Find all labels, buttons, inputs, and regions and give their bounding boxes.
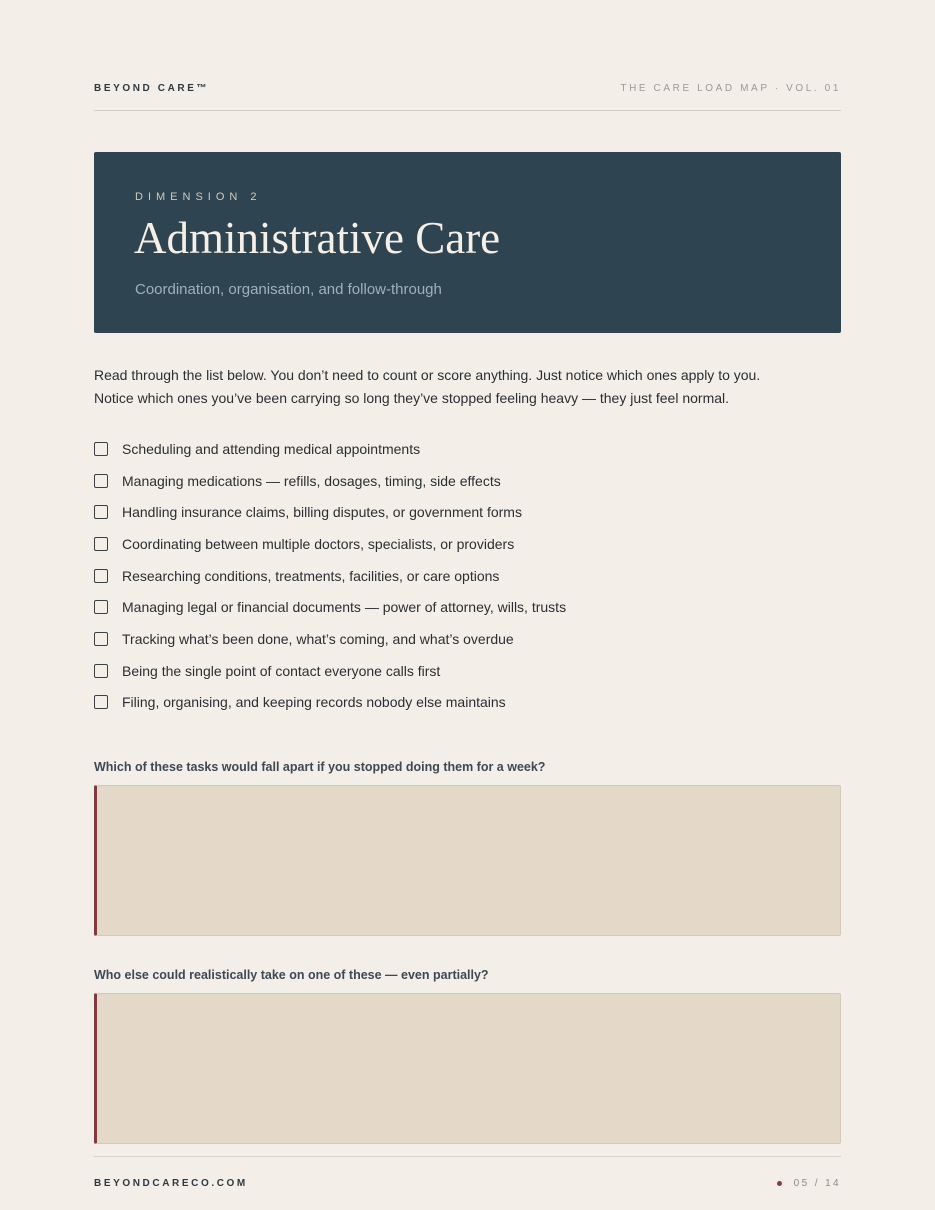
footer-divider: [94, 1156, 841, 1157]
page-number: 05 / 14: [793, 1178, 841, 1189]
checklist-item[interactable]: [94, 528, 566, 560]
reflection-answer-box-1[interactable]: [94, 785, 841, 936]
checklist-item[interactable]: [94, 591, 566, 623]
page-header: [94, 83, 841, 94]
checklist-item-label: Researching conditions, treatments, facilities, or care options: [122, 567, 500, 584]
checklist-item-label: Coordinating between multiple doctors, specialists, or providers: [122, 535, 515, 552]
checklist-item[interactable]: [94, 465, 566, 497]
checklist-item-label: Scheduling and attending medical appointments: [122, 440, 421, 457]
checklist-item-label: Tracking what’s been done, what’s coming, and what’s overdue: [122, 630, 514, 647]
dot-icon: [777, 1181, 782, 1186]
page-title: Administrative Care: [134, 213, 501, 263]
reflection-answer-box-2[interactable]: [94, 993, 841, 1144]
checkbox[interactable]: [94, 537, 108, 551]
checklist-item-label: Filing, organising, and keeping records nobody else maintains: [122, 694, 506, 711]
series-title: THE CARE LOAD MAP · VOL. 01: [620, 83, 841, 94]
checklist-item[interactable]: [94, 560, 566, 592]
task-checklist: [94, 433, 566, 718]
reflection-question-1: Which of these tasks would fall apart if you stopped doing them for a week?: [94, 760, 546, 774]
header-divider: [94, 110, 841, 111]
checklist-item[interactable]: [94, 496, 566, 528]
checkbox[interactable]: [94, 474, 108, 488]
checkbox[interactable]: [94, 442, 108, 456]
page-indicator: [777, 1178, 841, 1189]
dimension-label: DIMENSION 2: [135, 191, 262, 203]
checklist-item[interactable]: [94, 623, 566, 655]
intro-text: Read through the list below. You don’t need to count or score anything. Just notice which ones apply to you. Notice which ones you’ve been carrying so long they’ve stopped feeling heavy — they just feel normal.: [94, 367, 761, 406]
checklist-item-label: Being the single point of contact everyone calls first: [122, 662, 441, 679]
checklist-item[interactable]: [94, 433, 566, 465]
checklist-item-label: Managing legal or financial documents — power of attorney, wills, trusts: [122, 599, 567, 616]
page-subtitle: Coordination, organisation, and follow-through: [135, 281, 442, 298]
brand-name: BEYOND CARE™: [94, 83, 210, 94]
checklist-item[interactable]: [94, 655, 566, 687]
checkbox[interactable]: [94, 664, 108, 678]
checkbox[interactable]: [94, 632, 108, 646]
page-footer: [94, 1178, 841, 1189]
checkbox[interactable]: [94, 569, 108, 583]
checklist-item-label: Managing medications — refills, dosages, timing, side effects: [122, 472, 501, 489]
website-url[interactable]: BEYONDCARECO.COM: [94, 1178, 248, 1189]
checkbox[interactable]: [94, 600, 108, 614]
checklist-item-label: Handling insurance claims, billing disputes, or government forms: [122, 504, 522, 521]
checkbox[interactable]: [94, 505, 108, 519]
dimension-banner: [94, 152, 841, 333]
reflection-question-2: Who else could realistically take on one of these — even partially?: [94, 968, 489, 982]
checklist-item[interactable]: [94, 687, 566, 719]
checkbox[interactable]: [94, 695, 108, 709]
